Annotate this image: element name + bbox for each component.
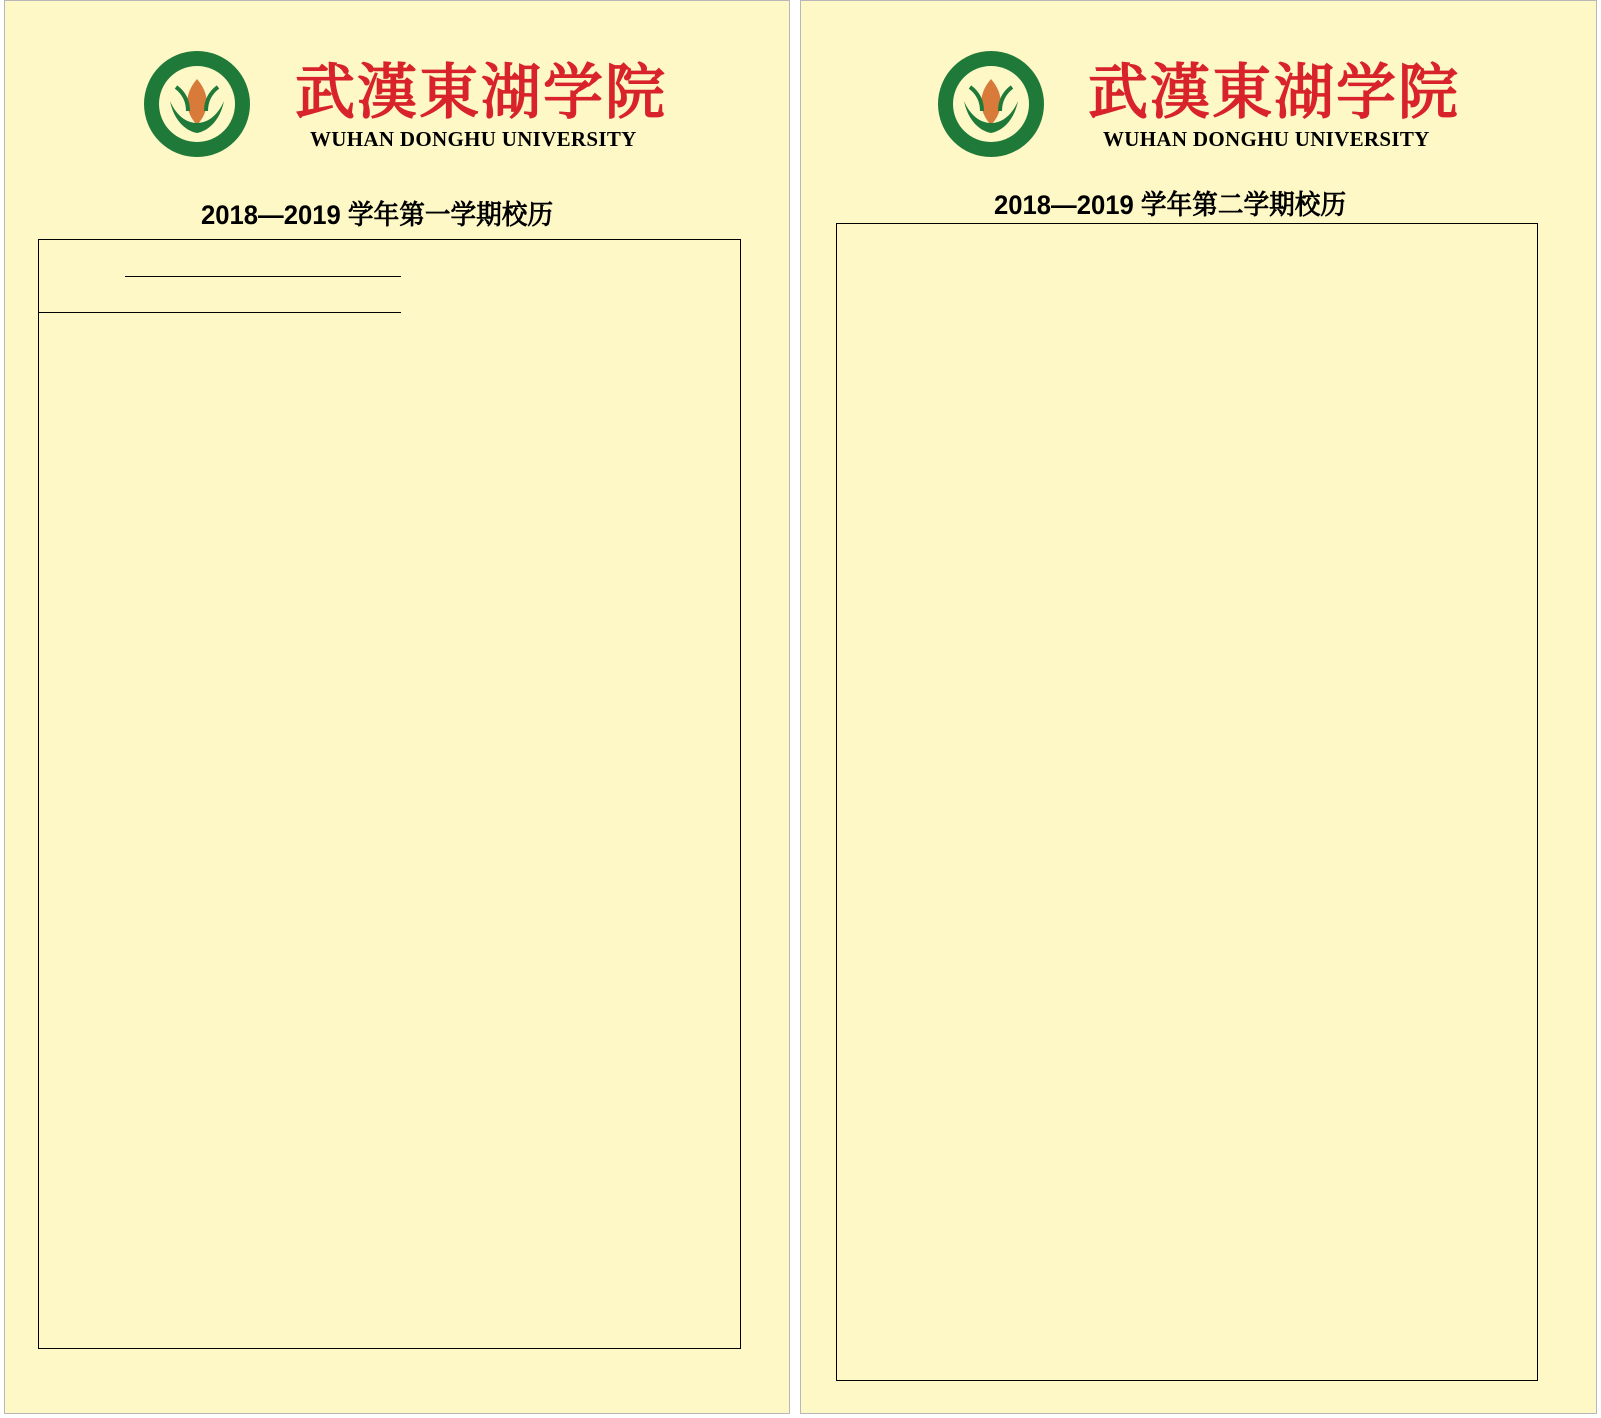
day-cell — [322, 348, 361, 384]
school-name-en: WUHAN DONGHU UNIVERSITY — [310, 127, 637, 151]
week-number — [86, 312, 125, 348]
calendar-title: 2018—2019 学年第一学期校历 — [201, 200, 554, 230]
day-cell — [283, 348, 322, 384]
weekday-4 — [244, 276, 283, 312]
school-logo-icon — [142, 49, 252, 159]
day-cell — [244, 348, 283, 384]
semester-info — [1189, 247, 1536, 1377]
left-page — [4, 0, 790, 1414]
day-cell — [361, 348, 401, 384]
day-cell — [125, 312, 165, 348]
day-cell — [125, 348, 165, 384]
school-name-cn: 武漢東湖学院 — [295, 58, 667, 128]
grid-line — [125, 276, 401, 277]
weekday-7 — [361, 276, 401, 312]
week-number — [86, 348, 125, 384]
month-header — [39, 240, 86, 312]
day-cell — [361, 312, 401, 348]
weekday-6 — [322, 276, 361, 312]
calendar-title: 2018—2019 学年第二学期校历 — [994, 190, 1347, 220]
school-name-en: WUHAN DONGHU UNIVERSITY — [1103, 127, 1430, 151]
school-logo-icon — [936, 49, 1046, 159]
day-cell — [165, 312, 205, 348]
day-cell — [205, 348, 244, 384]
day-cell — [244, 312, 283, 348]
day-cell — [205, 312, 244, 348]
weekday-2 — [165, 276, 205, 312]
semester-info — [403, 263, 739, 1347]
day-cell — [165, 348, 205, 384]
day-cell — [322, 312, 361, 348]
right-page — [800, 0, 1597, 1414]
day-cell — [283, 312, 322, 348]
weekday-header — [125, 240, 401, 276]
weekday-1 — [125, 276, 165, 312]
weekday-5 — [283, 276, 322, 312]
school-name-cn: 武漢東湖学院 — [1088, 58, 1460, 128]
weekday-3 — [205, 276, 244, 312]
week-header — [86, 240, 125, 312]
